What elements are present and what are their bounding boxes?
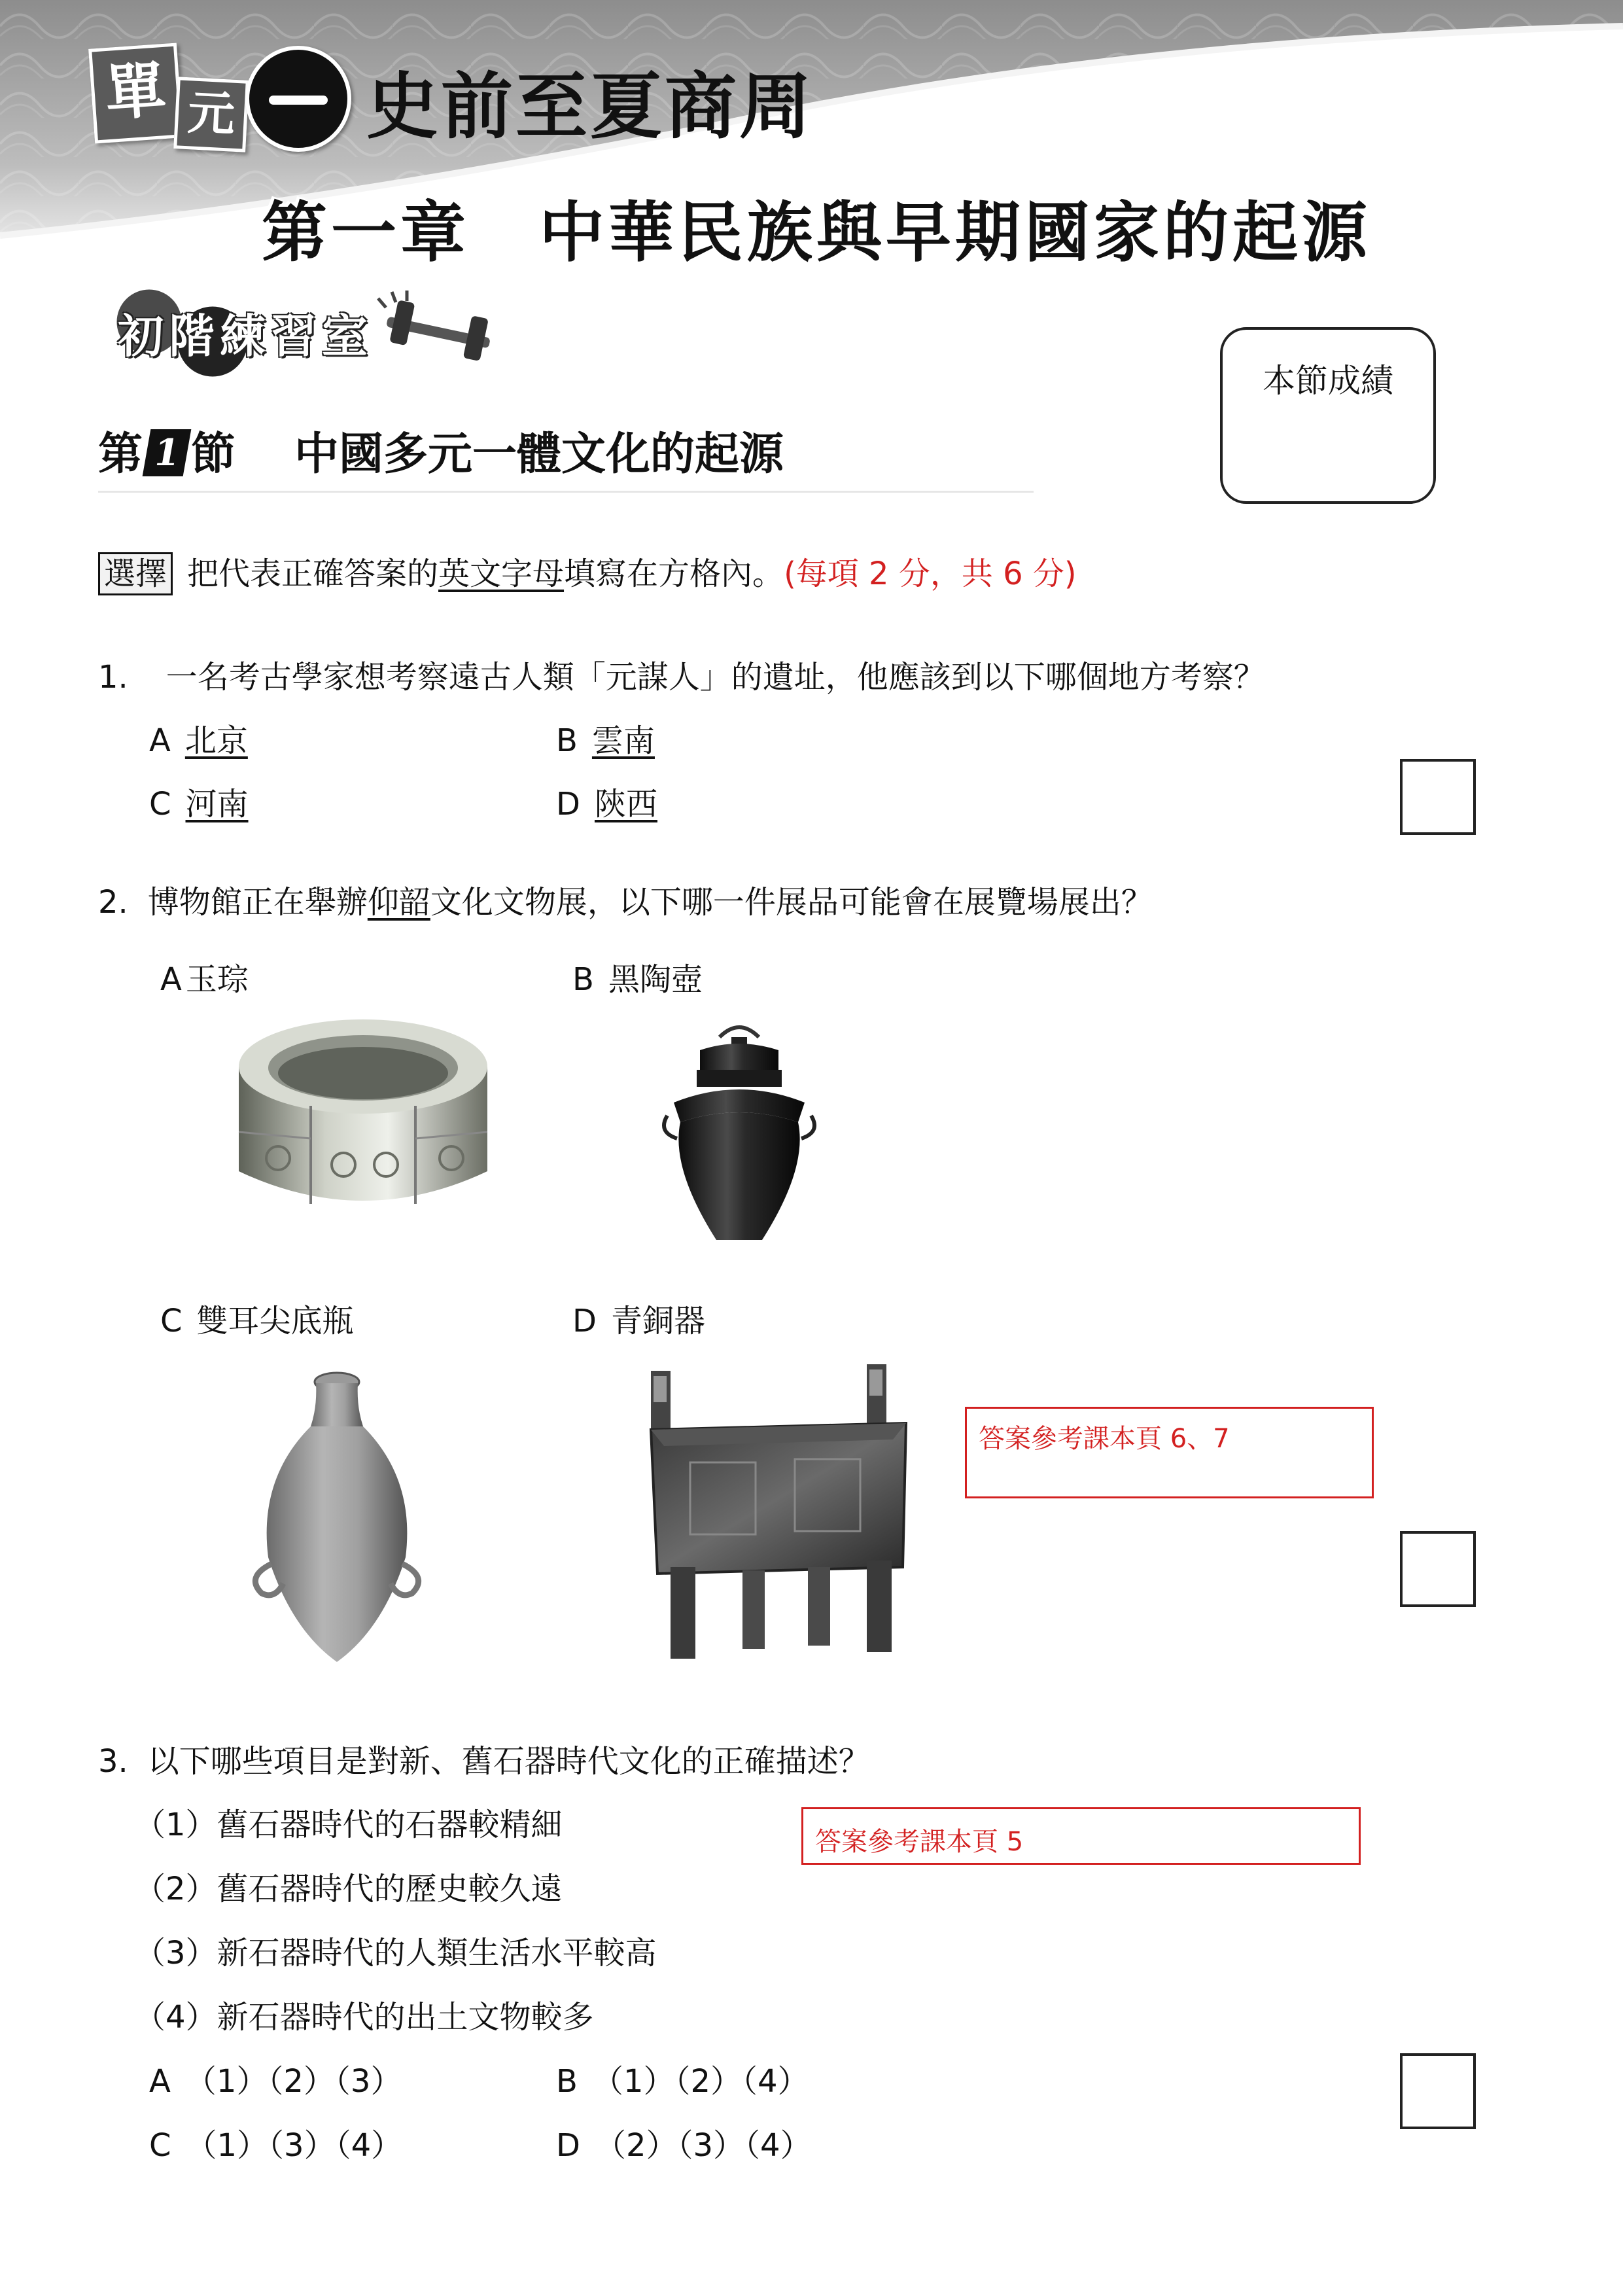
bronze-ding-image <box>644 1364 913 1665</box>
q2-option-c[interactable] <box>160 1296 354 1341</box>
option-text: 黑陶壺 <box>608 961 703 998</box>
question-number: 1. <box>98 659 128 696</box>
instructions <box>98 548 1077 593</box>
question-text-after: 文化文物展，以下哪一件展品可能會在展覽場展出？ <box>430 884 1153 921</box>
section-title <box>98 419 1034 493</box>
dumbbell-icon <box>378 291 491 361</box>
question-3 <box>98 1736 870 1781</box>
q3-option-b[interactable] <box>556 2056 809 2101</box>
question-text: 一名考古學家想考察遠古人類「元謀人」的遺址，他應該到以下哪個地方考察？ <box>166 659 1265 696</box>
practice-room-logo <box>105 281 497 386</box>
section-title-text: 中國多元一體文化的起源 <box>294 428 784 480</box>
q2-option-d[interactable] <box>572 1296 705 1341</box>
q3-statement-1: （1）舊石器時代的石器較精細 <box>134 1807 563 1843</box>
q1-answer-box[interactable] <box>1400 759 1476 835</box>
option-letter: C <box>149 786 171 822</box>
score-label: 本節成績 <box>1263 362 1393 400</box>
q3-statement-3: （3）新石器時代的人類生活水平較高 <box>134 1935 657 1971</box>
unit-title: 史前至夏商周 <box>366 65 814 149</box>
section-score-box[interactable] <box>1220 327 1436 504</box>
option-text: 青銅器 <box>610 1303 705 1339</box>
option-text: （1）（3）（4） <box>185 2127 403 2164</box>
instructions-score: (每項 2 分，共 6 分) <box>784 556 1077 592</box>
q3-option-a[interactable] <box>149 2056 402 2101</box>
option-text: （2）（3）（4） <box>594 2127 812 2164</box>
q1-option-c[interactable] <box>149 779 249 824</box>
question-number: 2. <box>98 884 128 921</box>
section-number: 1 <box>143 429 192 476</box>
q2-option-a[interactable] <box>160 954 249 999</box>
option-letter: B <box>572 961 594 998</box>
instructions-tag: 選擇 <box>98 552 173 595</box>
q1-option-b[interactable] <box>556 715 655 760</box>
q2-answer-box[interactable] <box>1400 1531 1476 1607</box>
q2-answer-reference-note: 答案參考課本頁 6、7 <box>965 1407 1374 1498</box>
instructions-text-before: 把代表正確答案的 <box>187 556 439 592</box>
option-letter: C <box>149 2127 171 2164</box>
instructions-text-after: 填寫在方格內。 <box>564 556 784 592</box>
q3-option-c[interactable] <box>149 2120 402 2165</box>
option-text: 玉琮 <box>185 961 249 998</box>
practice-logo-text: 初階練習室 <box>118 309 373 363</box>
option-letter: B <box>556 2063 578 2100</box>
option-text: 河南 <box>185 786 249 822</box>
option-text: （1）（2）（3） <box>184 2063 402 2100</box>
option-letter: B <box>556 722 578 759</box>
pointed-bottom-amphora-image <box>232 1368 442 1669</box>
black-pottery-jar-image <box>648 1017 831 1266</box>
question-text-before: 博物館正在舉辦 <box>147 884 368 921</box>
q1-option-d[interactable] <box>556 779 657 824</box>
question-number: 3. <box>98 1743 128 1780</box>
section-suffix: 節 <box>191 428 236 480</box>
option-letter: D <box>572 1303 597 1339</box>
option-letter: A <box>149 2063 171 2100</box>
option-text: （1）（2）（4） <box>591 2063 809 2100</box>
option-text: 北京 <box>184 722 248 759</box>
option-letter: D <box>556 786 580 822</box>
question-text-underlined: 仰韶 <box>367 884 430 921</box>
q3-answer-box[interactable] <box>1400 2053 1476 2129</box>
option-text: 陝西 <box>594 786 657 822</box>
section-prefix: 第 <box>98 428 143 480</box>
q1-option-a[interactable] <box>149 715 248 760</box>
option-text: 雙耳尖底瓶 <box>196 1303 354 1339</box>
unit-number-one-badge <box>245 46 351 152</box>
unit-badge-char1: 單 <box>88 43 183 143</box>
option-text: 雲南 <box>591 722 655 759</box>
option-letter: D <box>556 2127 580 2164</box>
question-2 <box>98 877 1153 922</box>
option-letter: A <box>149 722 171 759</box>
q3-option-d[interactable] <box>556 2120 812 2165</box>
option-letter: A <box>160 961 182 998</box>
q3-statement-2: （2）舊石器時代的歷史較久遠 <box>134 1871 563 1907</box>
jade-cong-image <box>226 1008 500 1230</box>
q3-answer-reference-note: 答案參考課本頁 5 <box>801 1807 1361 1865</box>
instructions-underlined: 英文字母 <box>438 556 565 592</box>
q3-statement-4: （4）新石器時代的出土文物較多 <box>134 1999 594 2036</box>
unit-badge-char2: 元 <box>173 77 249 152</box>
chapter-title: 第一章 中華民族與早期國家的起源 <box>262 194 1371 271</box>
q2-option-b[interactable] <box>572 954 703 999</box>
option-letter: C <box>160 1303 183 1339</box>
question-text: 以下哪些項目是對新、舊石器時代文化的正確描述？ <box>147 1743 870 1780</box>
question-1 <box>98 652 1265 697</box>
